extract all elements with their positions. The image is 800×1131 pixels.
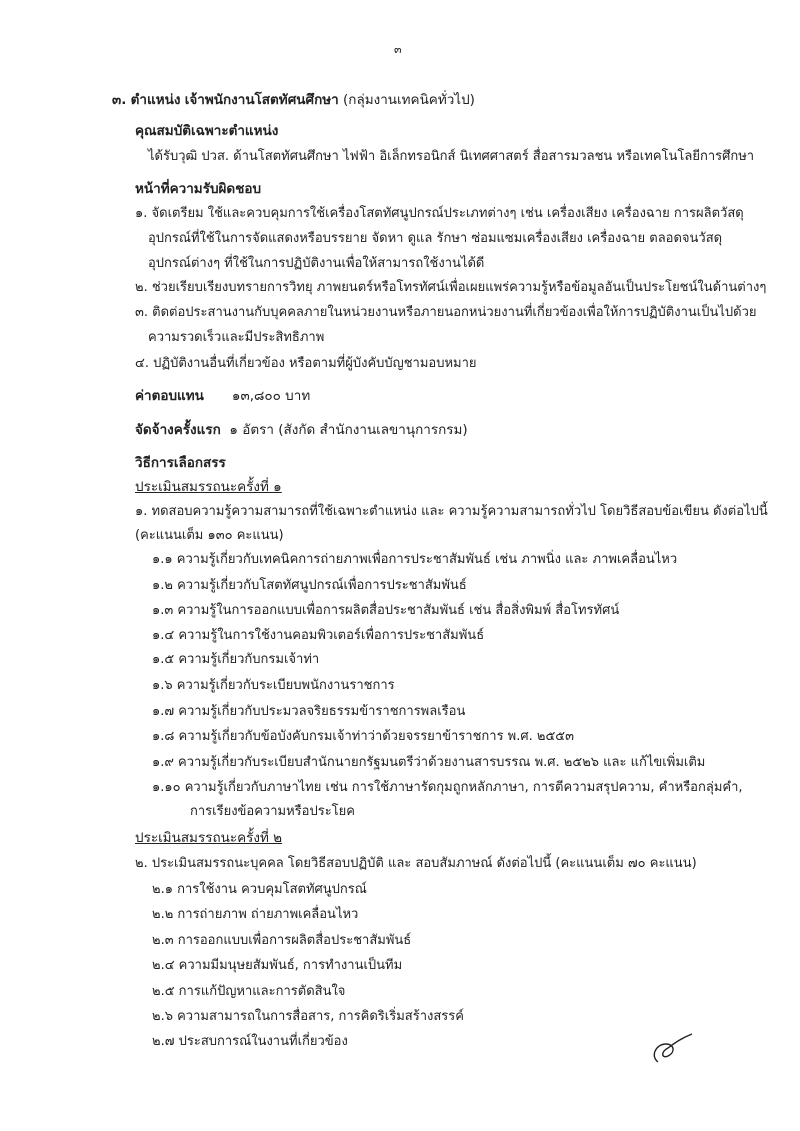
- round1-item: ๑.๑๐ ความรู้เกี่ยวกับภาษาไทย เช่น การใช้ภาษารัดกุมถูกหลักภาษา, การตีความสรุปความ, คำหรือกลุ่มคำ,: [152, 780, 743, 795]
- round2-item: ๒.๔ ความมีมนุษยสัมพันธ์, การทำงานเป็นทีม: [152, 958, 403, 973]
- round1-item: ๑.๖ ความรู้เกี่ยวกับระเบียบพนักงานราชการ: [152, 678, 395, 693]
- duty-item: ๑. จัดเตรียม ใช้และควบคุมการใช้เครื่องโสตทัศนูปกรณ์ประเภทต่างๆ เช่น เครื่องเสียง เครื่องฉาย การผลิตวัสดุ: [135, 206, 744, 221]
- round1-item: ๑.๔ ความรู้ในการใช้งานคอมพิวเตอร์เพื่อการประชาสัมพันธ์: [152, 628, 485, 643]
- position-number: ๓.: [112, 92, 127, 108]
- round1-item: ๑.๕ ความรู้เกี่ยวกับกรมเจ้าท่า: [152, 652, 320, 667]
- round1-intro: ๑. ทดสอบความรู้ความสามารถที่ใช้เฉพาะตำแหน่ง และ ความรู้ความสามารถทั่วไป โดยวิธีสอบข้อเขียน ดังต่อไปนี้: [135, 504, 768, 519]
- position-group: (กลุ่มงานเทคนิคทั่วไป): [343, 92, 475, 108]
- round1-item: ๑.๙ ความรู้เกี่ยวกับระเบียบสำนักนายกรัฐมนตรีว่าด้วยงานสารบรรณ พ.ศ. ๒๕๒๖ และ แก้ไขเพิ่มเติม: [152, 755, 706, 770]
- hiring-value: ๑ อัตรา (สังกัด สำนักงานเลขานุการกรม): [229, 422, 468, 438]
- duty-item-cont: อุปกรณ์ต่างๆ ที่ใช้ในการปฏิบัติงานเพื่อให้สามารถใช้งานได้ดี: [148, 256, 485, 271]
- signature-initial: [648, 1030, 698, 1066]
- duty-item: ๓. ติดต่อประสานงานกับบุคคลภายในหน่วยงานหรือภายนอกหน่วยงานที่เกี่ยวข้องเพื่อให้การปฏิบัติงานเป็นไปด้วย: [135, 305, 757, 320]
- round2-item: ๒.๒ การถ่ายภาพ ถ่ายภาพเคลื่อนไหว: [152, 907, 359, 922]
- round2-item: ๒.๕ การแก้ปัญหาและการตัดสินใจ: [152, 984, 346, 999]
- qualifications-text: ได้รับวุฒิ ปวส. ด้านโสตทัศนศึกษา ไฟฟ้า อิเล็กทรอนิกส์ นิเทศศาสตร์ สื่อสารมวลชน หรือเทคโนโลยีการศึกษา: [148, 149, 755, 164]
- position-title: เจ้าพนักงานโสตทัศนศึกษา: [184, 92, 339, 108]
- round1-item: ๑.๘ ความรู้เกี่ยวกับข้อบังคับกรมเจ้าท่าว่าด้วยจรรยาข้าราชการ พ.ศ. ๒๕๕๓: [152, 729, 575, 744]
- compensation-label: ค่าตอบแทน: [135, 388, 204, 404]
- duty-item: ๔. ปฏิบัติงานอื่นที่เกี่ยวข้อง หรือตามที่ผู้บังคับบัญชามอบหมาย: [135, 356, 477, 371]
- round1-item: ๑.๑ ความรู้เกี่ยวกับเทคนิคการถ่ายภาพเพื่อการประชาสัมพันธ์ เช่น ภาพนิ่ง และ ภาพเคลื่อนไหว: [152, 552, 678, 567]
- round1-item-cont: การเรียงข้อความหรือประโยค: [190, 804, 355, 819]
- selection-heading: วิธีการเลือกสรร: [135, 455, 226, 471]
- duty-item: ๒. ช่วยเรียบเรียงบทรายการวิทยุ ภาพยนตร์หรือโทรทัศน์เพื่อเผยแพร่ความรู้หรือข้อมูลอันเป็นประโยชน์ในด้านต่างๆ: [135, 280, 767, 295]
- compensation-value: ๑๓,๘๐๐ บาท: [231, 388, 311, 404]
- hiring-row: [135, 420, 468, 440]
- round2-heading: ประเมินสมรรถนะครั้งที่ ๒: [135, 830, 283, 846]
- hiring-label: จัดจ้างครั้งแรก: [135, 422, 221, 438]
- round1-item: ๑.๒ ความรู้เกี่ยวกับโสตทัศนูปกรณ์เพื่อการประชาสัมพันธ์: [152, 578, 467, 593]
- compensation-row: [135, 386, 310, 406]
- page-number: ๓: [394, 43, 402, 56]
- position-label: ตำแหน่ง: [130, 92, 181, 108]
- round2-item: ๒.๓ การออกแบบเพื่อการผลิตสื่อประชาสัมพันธ์: [152, 933, 412, 948]
- round2-item: ๒.๗ ประสบการณ์ในงานที่เกี่ยวข้อง: [152, 1034, 348, 1049]
- duties-heading: หน้าที่ความรับผิดชอบ: [135, 181, 262, 197]
- position-heading: [112, 90, 475, 110]
- round1-item: ๑.๗ ความรู้เกี่ยวกับประมวลจริยธรรมข้าราชการพลเรือน: [152, 704, 466, 719]
- duty-item-cont: ความรวดเร็วและมีประสิทธิภาพ: [148, 330, 325, 345]
- qualifications-heading: คุณสมบัติเฉพาะตำแหน่ง: [135, 123, 279, 139]
- round2-item: ๒.๖ ความสามารถในการสื่อสาร, การคิดริเริ่มสร้างสรรค์: [152, 1009, 464, 1024]
- round1-intro-cont: (คะแนนเต็ม ๑๓๐ คะแนน): [135, 528, 284, 543]
- round2-item: ๒.๑ การใช้งาน ควบคุมโสตทัศนูปกรณ์: [152, 882, 367, 897]
- round2-intro: ๒. ประเมินสมรรถนะบุคคล โดยวิธีสอบปฏิบัติ และ สอบสัมภาษณ์ ดังต่อไปนี้ (คะแนนเต็ม ๗๐ คะแนน): [135, 856, 697, 871]
- duty-item-cont: อุปกรณ์ที่ใช้ในการจัดแสดงหรือบรรยาย จัดหา ดูแล รักษา ซ่อมแซมเครื่องเสียง เครื่องฉาย ตลอดจนวัสดุ: [148, 231, 723, 246]
- round1-heading: ประเมินสมรรถนะครั้งที่ ๑: [135, 479, 282, 495]
- round1-item: ๑.๓ ความรู้ในการออกแบบเพื่อการผลิตสื่อประชาสัมพันธ์ เช่น สื่อสิ่งพิมพ์ สื่อโทรทัศน์: [152, 603, 620, 618]
